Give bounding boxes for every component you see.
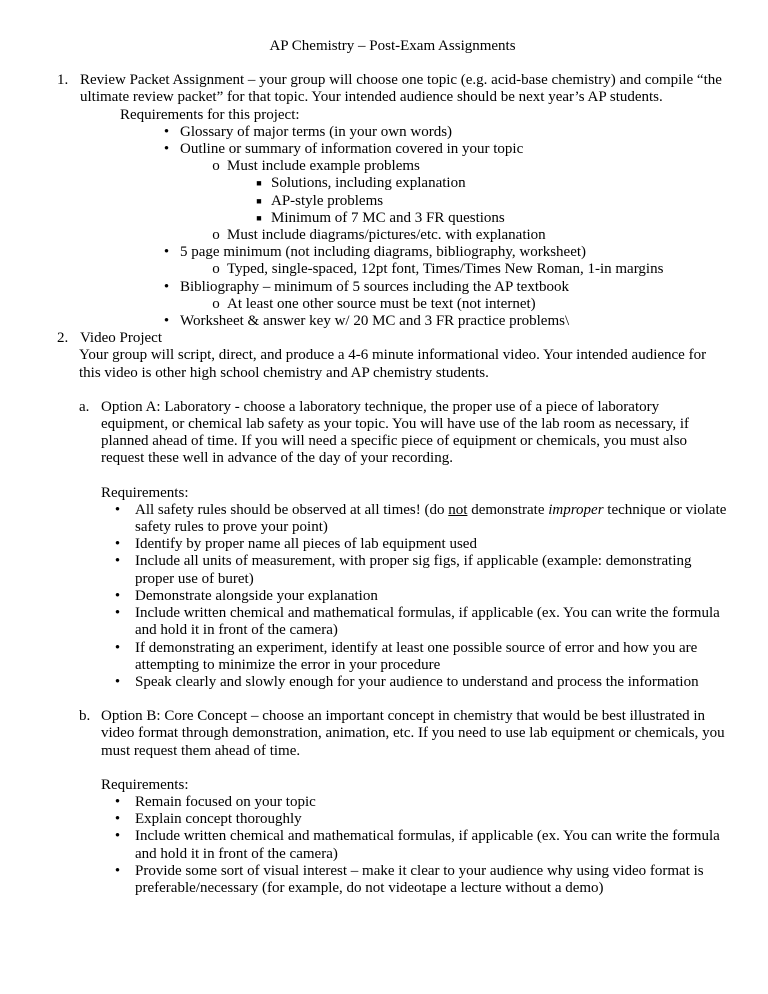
- option-text: Option B: Core Concept – choose an important concept in chemistry that would be best illustrated in video format through demonstration, animation, etc. If you need to use lab equipment or chemicals, you must request them ahead of time.: [101, 708, 725, 759]
- option-text: Option A: Laboratory - choose a laboratory technique, the proper use of a piece of laboratory equipment, or chemical lab safety as your topic. You will have use of the lab room as necessary, if planned ahead of time. If you will need a specific piece of equipment or chemicals, you must also request these well in advance of the day of your recording.: [101, 398, 690, 467]
- list-item-review-packet: [57, 72, 728, 106]
- video-intro: Your group will script, direct, and produce a 4-6 minute informational video. Your intended audience for this video is other high school chemistry and AP chemistry students.: [79, 347, 707, 381]
- bullet-text: Include written chemical and mathematical formulas, if applicable (ex. You can write the formula and hold it in front of the camera): [135, 605, 720, 639]
- bullet-item: [57, 536, 728, 553]
- sub-bullet-text: Typed, single-spaced, 12pt font, Times/Times New Roman, 1-in margins: [227, 261, 664, 278]
- sub-bullet-text: At least one other source must be text (not internet): [227, 295, 536, 312]
- sub-sub-bullet-item: [57, 210, 728, 227]
- circle-marker: o: [212, 158, 220, 175]
- bullet-item: [57, 553, 728, 587]
- bullet-marker: •: [114, 501, 121, 518]
- sub-bullet-item: [57, 227, 728, 244]
- bullet-text: Worksheet & answer key w/ 20 MC and 3 FR practice problems\: [180, 313, 570, 330]
- sub-bullet-item: [57, 158, 728, 175]
- bullet-marker: •: [114, 828, 121, 845]
- option-letter: a.: [79, 398, 90, 415]
- bullet-text: If demonstrating an experiment, identify at least one possible source of error and how you are attempting to minimize the error in your procedure: [135, 639, 698, 673]
- bullet-marker: •: [114, 605, 121, 622]
- bullet-text: Glossary of major terms (in your own words): [180, 123, 453, 140]
- bullet-text: Remain focused on your topic: [135, 793, 316, 810]
- sub-bullet-text: Must include diagrams/pictures/etc. with explanation: [227, 227, 546, 244]
- bullet-text: Identify by proper name all pieces of lab equipment used: [135, 536, 477, 553]
- bullet-item: [57, 640, 728, 674]
- bullet-item: [57, 124, 728, 141]
- sub-sub-bullet-text: Minimum of 7 MC and 3 FR questions: [271, 209, 505, 226]
- bullet-text: Outline or summary of information covered in your topic: [180, 141, 524, 158]
- bullet-text: [135, 502, 728, 536]
- bullet-item: [57, 794, 728, 811]
- item-number: 2.: [57, 330, 69, 347]
- list-item-video-project: [57, 330, 728, 347]
- underlined-text: not: [448, 501, 468, 518]
- bullet-item: [57, 502, 728, 536]
- bullet-marker: •: [114, 862, 121, 879]
- bullet-marker: •: [114, 793, 121, 810]
- item-intro: Review Packet Assignment – your group will choose one topic (e.g. acid-base chemistry) and compile “the ultimate review packet” for that topic. Your intended audience should be next year’s AP students.: [80, 72, 722, 106]
- bullet-item: [57, 279, 728, 296]
- bullet-text: Include written chemical and mathematical formulas, if applicable (ex. You can write the formula and hold it in front of the camera): [135, 828, 720, 862]
- circle-marker: o: [212, 261, 220, 278]
- text-run: demonstrate: [467, 501, 549, 518]
- bullet-item: [57, 141, 728, 158]
- bullet-item: [57, 588, 728, 605]
- bullet-item: [57, 811, 728, 828]
- bullet-text: Speak clearly and slowly enough for your audience to understand and process the information: [135, 673, 699, 690]
- bullet-item: [57, 863, 728, 897]
- square-marker: ■: [256, 195, 262, 206]
- option-b: [57, 708, 728, 760]
- bullet-text: 5 page minimum (not including diagrams, bibliography, worksheet): [180, 244, 587, 261]
- sub-sub-bullet-item: [57, 175, 728, 192]
- bullet-text: Bibliography – minimum of 5 sources including the AP textbook: [180, 278, 569, 295]
- bullet-marker: •: [163, 123, 170, 140]
- bullet-marker: •: [114, 811, 121, 828]
- sub-sub-bullet-text: Solutions, including explanation: [271, 175, 466, 192]
- bullet-item: [57, 244, 728, 261]
- square-marker: ■: [256, 212, 262, 223]
- requirements-label: Requirements:: [101, 776, 189, 793]
- bullet-text: Include all units of measurement, with proper sig figs, if applicable (example: demonstrating proper use of buret): [135, 553, 692, 587]
- square-marker: ■: [256, 178, 262, 189]
- bullet-marker: •: [114, 587, 121, 604]
- bullet-text: Provide some sort of visual interest – make it clear to your audience why using video format is preferable/necessary (for example, do not videotape a lecture without a demo): [135, 862, 704, 896]
- item-title: Video Project: [80, 330, 162, 347]
- requirements-label: Requirements:: [101, 484, 189, 501]
- bullet-item: [57, 828, 728, 862]
- italic-text: improper: [548, 501, 604, 518]
- text-run: technique or violate safety rules to prove your point): [135, 501, 727, 536]
- sub-sub-bullet-text: AP-style problems: [271, 192, 384, 209]
- text-run: All safety rules should be observed at all times! (do: [135, 501, 449, 518]
- bullet-marker: •: [163, 141, 170, 158]
- bullet-marker: •: [163, 278, 170, 295]
- bullet-marker: •: [163, 244, 170, 261]
- bullet-marker: •: [114, 536, 121, 553]
- bullet-item: [57, 674, 728, 691]
- page-title: AP Chemistry – Post-Exam Assignments: [269, 38, 516, 54]
- item-number: 1.: [57, 72, 69, 89]
- bullet-text: Demonstrate alongside your explanation: [135, 587, 378, 604]
- requirements-label: Requirements for this project:: [120, 106, 300, 123]
- bullet-marker: •: [114, 553, 121, 570]
- bullet-item: [57, 313, 728, 330]
- sub-bullet-item: [57, 261, 728, 278]
- sub-bullet-text: Must include example problems: [227, 158, 420, 175]
- bullet-marker: •: [163, 313, 170, 330]
- option-a: [57, 399, 728, 468]
- sub-sub-bullet-item: [57, 193, 728, 210]
- bullet-item: [57, 605, 728, 639]
- circle-marker: o: [212, 227, 220, 244]
- bullet-text: Explain concept thoroughly: [135, 811, 302, 828]
- circle-marker: o: [212, 295, 220, 312]
- option-letter: b.: [79, 708, 91, 725]
- bullet-marker: •: [114, 639, 121, 656]
- bullet-marker: •: [114, 673, 121, 690]
- sub-bullet-item: [57, 296, 728, 313]
